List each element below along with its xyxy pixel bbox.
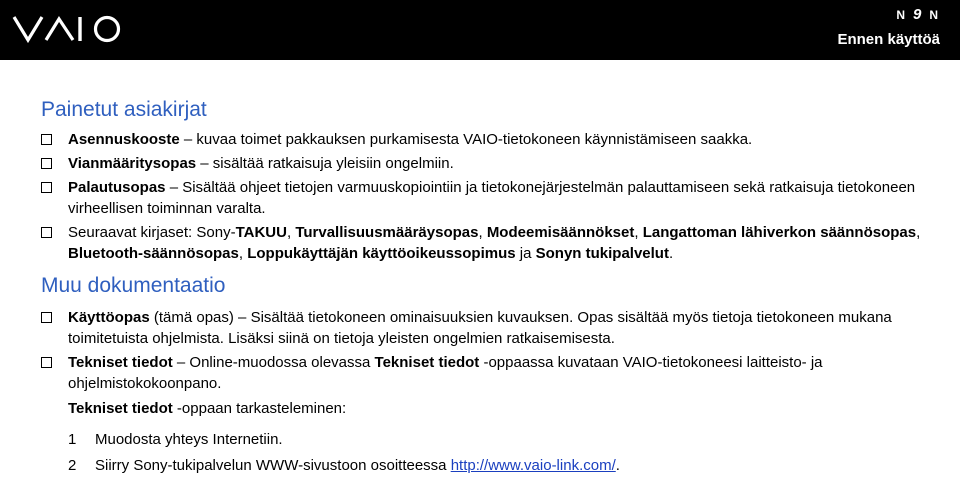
separator: , — [634, 224, 643, 241]
list-item — [41, 352, 921, 394]
item-title: Tekniset tiedot — [68, 354, 173, 371]
separator: ja — [515, 245, 536, 262]
step-number: 1 — [68, 431, 77, 448]
item-title: Asennuskooste — [68, 131, 180, 148]
list-item — [41, 222, 921, 264]
booklet-name: TAKUU — [235, 224, 287, 241]
list-item — [41, 153, 921, 174]
separator: , — [478, 224, 487, 241]
checkbox-bullet-icon — [41, 357, 52, 368]
heading-printed-docs: Painetut asiakirjat — [41, 98, 207, 121]
item-text: -oppaassa kuvataan VAIO-tietokoneesi laitteisto- ja ohjelmistokokoonpano. — [68, 354, 823, 392]
page-number: 9 — [912, 6, 922, 23]
checkbox-bullet-icon — [41, 158, 52, 169]
booklet-name: Turvallisuusmääräysopas — [295, 224, 479, 241]
vaio-logo — [12, 14, 124, 44]
section-title: Ennen käyttöä — [837, 31, 940, 48]
checkbox-bullet-icon — [41, 182, 52, 193]
booklet-name: Bluetooth-säännösopas — [68, 245, 239, 262]
booklet-name: Modeemisäännökset — [486, 224, 635, 241]
item-text: – Online-muodossa olevassa — [172, 354, 375, 371]
booklet-name: Sonyn tukipalvelut — [535, 245, 669, 262]
item-text: – sisältää ratkaisuja yleisiin ongelmiin. — [196, 155, 454, 172]
step-end: . — [615, 457, 620, 474]
item-title: Vianmääritysopas — [68, 155, 197, 172]
separator: . — [668, 245, 674, 262]
instruction-paragraph — [41, 398, 921, 419]
step-text: Siirry Sony-tukipalvelun WWW-sivustoon osoitteessa — [95, 457, 451, 474]
list-item — [41, 177, 921, 219]
step-number: 2 — [68, 457, 77, 474]
step-item — [41, 455, 921, 476]
item-title: Tekniset tiedot — [374, 354, 480, 371]
item-title: Käyttöopas — [68, 309, 150, 326]
checkbox-bullet-icon — [41, 227, 52, 238]
step-item — [41, 429, 921, 450]
vaio-link-url[interactable]: http://www.vaio-link.com/ — [450, 457, 616, 474]
para-title: Tekniset tiedot — [68, 400, 173, 417]
list-item — [41, 307, 921, 349]
heading-other-docs: Muu dokumentaatio — [41, 274, 226, 297]
checkbox-bullet-icon — [41, 312, 52, 323]
item-text: – kuvaa toimet pakkauksen purkamisesta VAIO-tietokoneen käynnistämiseen saakka. — [179, 131, 753, 148]
item-text: Seuraavat kirjaset: Sony- — [68, 224, 236, 241]
separator: , — [238, 245, 248, 262]
page-header — [0, 0, 960, 60]
item-text: (tämä opas) – Sisältää tietokoneen ominaisuuksien kuvauksen. Opas sisältää myös tietoja tietokoneen mukana toimitetuista ohjelmista. Lisäksi siinä on tietoja yleisten ongelmien ratkaisemisesta. — [68, 309, 892, 347]
item-text: – Sisältää ohjeet tietojen varmuuskopiointiin ja tietokonejärjestelmän palauttamiseen sekä ratkaisuja tietokoneen virheellisen toiminnan varalta. — [68, 179, 916, 217]
page-number-nav — [896, 6, 938, 23]
booklet-name: Loppukäyttäjän käyttöoikeussopimus — [247, 245, 516, 262]
para-text: -oppaan tarkasteleminen: — [172, 400, 347, 417]
step-text: Muodosta yhteys Internetiin. — [95, 431, 283, 448]
separator: , — [916, 224, 921, 241]
previous-page-arrow[interactable]: N — [896, 7, 905, 22]
document-body — [41, 97, 921, 481]
separator: , — [286, 224, 296, 241]
next-page-arrow[interactable]: N — [929, 7, 938, 22]
list-item — [41, 129, 921, 150]
checkbox-bullet-icon — [41, 134, 52, 145]
booklet-name: Langattoman lähiverkon säännösopas — [642, 224, 917, 241]
item-title: Palautusopas — [68, 179, 166, 196]
